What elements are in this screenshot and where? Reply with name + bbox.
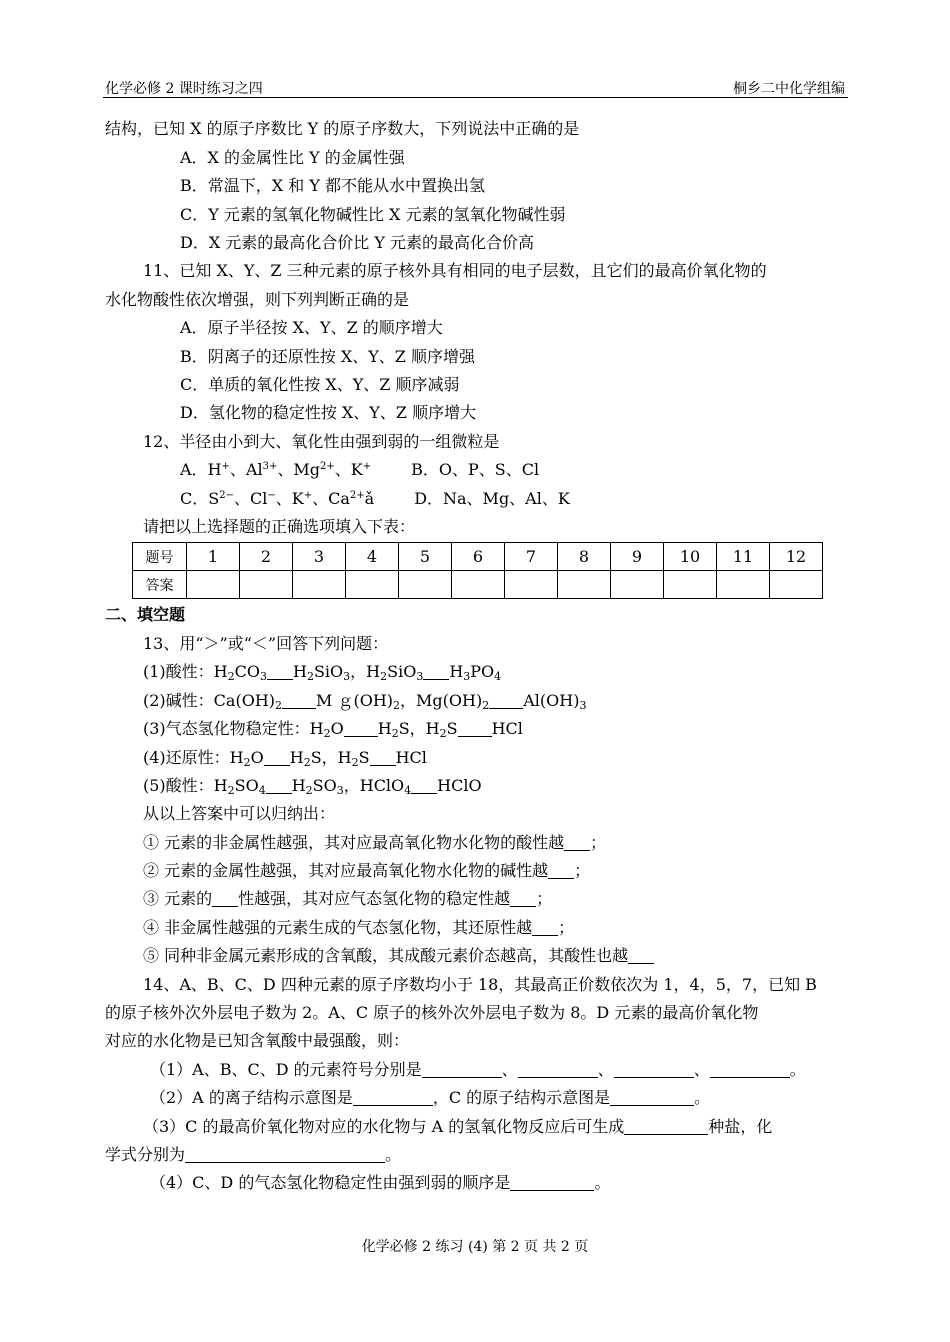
answer-blank[interactable] bbox=[610, 1089, 694, 1106]
q13-conclusion-1: ① 元素的非金属性越强，其对应最高氧化物水化物的酸性越 ； bbox=[143, 833, 607, 852]
answer-cell[interactable] bbox=[770, 571, 823, 599]
answer-blank[interactable] bbox=[489, 692, 523, 709]
q12-option-a-formula: H+、$Al^{3+}$、$Mg^{2+}$、K+ bbox=[207, 460, 372, 479]
conclusion-text: ② 元素的金属性越强，其对应最高氧化物水化物的碱性越 bbox=[143, 861, 549, 880]
answer-cell[interactable] bbox=[452, 571, 505, 599]
answer-blank[interactable] bbox=[264, 749, 290, 766]
q13-part4-label: (4)还原性： bbox=[143, 748, 230, 767]
table-number-cell: 6 bbox=[452, 543, 505, 571]
q12-options-ab bbox=[180, 459, 539, 481]
answer-blank[interactable] bbox=[267, 663, 293, 680]
q13-part1-label: (1)酸性： bbox=[143, 662, 214, 681]
table-number-cell: 1 bbox=[187, 543, 240, 571]
q12-option-a-label: A． bbox=[180, 460, 208, 479]
answer-cell[interactable] bbox=[611, 571, 664, 599]
q13-conclusion-3: ③ 元素的 性越强，其对应气态氢化物的稳定性越 ； bbox=[143, 889, 553, 908]
answer-cell[interactable] bbox=[558, 571, 611, 599]
conclusion-text: 性越强，其对应气态氢化物的稳定性越 bbox=[238, 889, 511, 908]
q14-sub2-text: ，C 的原子结构示意图是 bbox=[432, 1088, 611, 1107]
q13-summary: 从以上答案中可以归纳出： bbox=[143, 804, 336, 823]
q14-sub1-text: （1）A、B、C、D 的元素符号分别是 bbox=[150, 1060, 422, 1079]
table-number-cell: 10 bbox=[664, 543, 717, 571]
answer-blank[interactable] bbox=[628, 947, 654, 964]
answer-blank[interactable] bbox=[411, 777, 437, 794]
q13-part4: (4)还原性：$H_2O$ $H_2S$，$H_2S$ HCl bbox=[143, 748, 427, 769]
answer-blank[interactable] bbox=[370, 749, 396, 766]
q10-stem: 结构，已知 X 的原子序数比 Y 的原子序数大，下列说法中正确的是 bbox=[105, 119, 580, 138]
q12-option-c-formula: $S^{2-}$、Cl−、K+、$Ca^{2+}ǎ$ bbox=[208, 489, 375, 508]
answer-cell[interactable] bbox=[240, 571, 293, 599]
q11-option-d: D．氢化物的稳定性按 X、Y、Z 顺序增大 bbox=[180, 403, 477, 422]
q14-sub4: （4）C、D 的气态氢化物稳定性由强到弱的顺序是 。 bbox=[150, 1173, 611, 1192]
q13-conclusion-4: ④ 非金属性越强的元素生成的气态氢化物，其还原性越 ； bbox=[143, 918, 575, 937]
table-intro: 请把以上选择题的正确选项填入下表： bbox=[143, 517, 416, 536]
q13-part3-label: (3)气态氢化物稳定性： bbox=[143, 719, 310, 738]
q10-option-a: A．X 的金属性比 Y 的金属性强 bbox=[180, 148, 405, 167]
answer-blank[interactable] bbox=[185, 1146, 385, 1163]
q11-option-b: B．阴离子的还原性按 X、Y、Z 顺序增强 bbox=[180, 347, 476, 366]
header-right: 桐乡二中化学组编 bbox=[733, 81, 845, 97]
answer-blank[interactable] bbox=[282, 692, 316, 709]
q13-stem: 13、用“＞”或“＜”回答下列问题： bbox=[143, 634, 389, 653]
q13-part2: (2)碱性：$Ca(OH)_2$ M $g(OH)_2$，$Mg(OH)_2$ $Al(OH)_3$ bbox=[143, 691, 587, 712]
conclusion-text: ③ 元素的 bbox=[143, 889, 213, 908]
answer-blank[interactable] bbox=[624, 1118, 708, 1135]
answer-blank[interactable] bbox=[344, 720, 378, 737]
q12-option-b: B．O、P、S、Cl bbox=[411, 460, 540, 479]
q14-sub4-text: （4）C、D 的气态氢化物稳定性由强到弱的顺序是 bbox=[150, 1173, 511, 1192]
q14-sub1: （1）A、B、C、D 的元素符号分别是 、 、 、 。 bbox=[150, 1060, 806, 1079]
q12-option-c-label: C． bbox=[180, 489, 209, 508]
answer-blank[interactable] bbox=[548, 862, 574, 879]
answer-table bbox=[132, 542, 823, 599]
answer-table-answer-row bbox=[133, 571, 823, 599]
answer-blank[interactable] bbox=[564, 834, 590, 851]
answer-blank[interactable] bbox=[212, 890, 238, 907]
header-left: 化学必修 2 课时练习之四 bbox=[105, 81, 263, 97]
answer-blank[interactable] bbox=[518, 1061, 598, 1078]
q13-conclusion-2: ② 元素的金属性越强，其对应最高氧化物水化物的碱性越 ； bbox=[143, 861, 591, 880]
answer-cell[interactable] bbox=[664, 571, 717, 599]
q14-sub3-line2: 学式分别为 。 bbox=[105, 1145, 402, 1164]
answer-blank[interactable] bbox=[532, 919, 558, 936]
q11-stem-line2: 水化物酸性依次增强，则下列判断正确的是 bbox=[105, 290, 410, 309]
q11-option-a: A．原子半径按 X、Y、Z 的顺序增大 bbox=[180, 318, 443, 337]
table-number-cell: 3 bbox=[293, 543, 346, 571]
answer-cell[interactable] bbox=[717, 571, 770, 599]
answer-blank[interactable] bbox=[353, 1089, 433, 1106]
q14-sub3-text: （3）C 的最高价氧化物对应的水化物与 A 的氢氧化物反应后可生成 bbox=[143, 1117, 625, 1136]
answer-blank[interactable] bbox=[614, 1061, 694, 1078]
answer-blank[interactable] bbox=[266, 777, 292, 794]
answer-cell[interactable] bbox=[399, 571, 452, 599]
table-header-answer: 答案 bbox=[133, 571, 187, 599]
q14-stem-line2: 的原子核外次外层电子数为 2。A、C 原子的核外次外层电子数为 8。D 元素的最高价氧化物 bbox=[105, 1003, 759, 1022]
q12-option-d: D．Na、Mg、Al、K bbox=[414, 489, 570, 508]
q12-options-cd bbox=[180, 488, 570, 510]
answer-blank[interactable] bbox=[710, 1061, 790, 1078]
q13-part1: (1)酸性：$H_2CO_3$ $H_2SiO_3$，$H_2SiO_3$ $H_3PO_4$ bbox=[143, 662, 502, 683]
table-number-cell: 9 bbox=[611, 543, 664, 571]
answer-table-number-row bbox=[133, 543, 823, 571]
table-number-cell: 11 bbox=[717, 543, 770, 571]
q10-option-b: B．常温下，X 和 Y 都不能从水中置换出氢 bbox=[180, 176, 485, 195]
header-divider bbox=[103, 97, 848, 98]
answer-blank[interactable] bbox=[422, 1061, 502, 1078]
table-number-cell: 7 bbox=[505, 543, 558, 571]
answer-blank[interactable] bbox=[510, 890, 536, 907]
table-number-cell: 4 bbox=[346, 543, 399, 571]
q13-part3: (3)气态氢化物稳定性：$H_2O$ $H_2S$，$H_2S$ HCl bbox=[143, 719, 523, 740]
table-number-cell: 5 bbox=[399, 543, 452, 571]
answer-cell[interactable] bbox=[293, 571, 346, 599]
q10-option-d: D．X 元素的最高化合价比 Y 元素的最高化合价高 bbox=[180, 233, 535, 252]
page-footer: 化学必修 2 练习 (4) 第 2 页 共 2 页 bbox=[361, 1239, 589, 1255]
answer-cell[interactable] bbox=[187, 571, 240, 599]
q11-stem-line1: 11、已知 X、Y、Z 三种元素的原子核外具有相同的电子层数，且它们的最高价氧化物的 bbox=[143, 261, 767, 280]
q13-conclusion-5 bbox=[143, 945, 654, 967]
q14-sub2: （2）A 的离子结构示意图是 ，C 的原子结构示意图是 。 bbox=[150, 1088, 711, 1107]
table-header-number: 题号 bbox=[133, 543, 187, 571]
answer-blank[interactable] bbox=[510, 1174, 594, 1191]
q14-sub3-text: 种盐，化 bbox=[708, 1117, 773, 1136]
conclusion-text: ⑤ 同种非金属元素形成的含氧酸，其成酸元素价态越高，其酸性也越 bbox=[143, 946, 629, 965]
q13-part5: (5)酸性：$H_2SO_4$ $H_2SO_3$，HClO$_4$ HClO bbox=[143, 776, 482, 797]
q13-part5-label: (5)酸性： bbox=[143, 776, 214, 795]
q13-part2-label: (2)碱性： bbox=[143, 691, 214, 710]
table-number-cell: 12 bbox=[770, 543, 823, 571]
answer-blank[interactable] bbox=[458, 720, 492, 737]
table-number-cell: 2 bbox=[240, 543, 293, 571]
q14-sub3-text: 学式分别为 bbox=[105, 1145, 186, 1164]
q14-stem-line1: 14、A、B、C、D 四种元素的原子序数均小于 18，其最高正价数依次为 1，4，5，7，已知 B bbox=[143, 975, 817, 994]
q14-sub3-line1 bbox=[143, 1116, 772, 1138]
answer-cell[interactable] bbox=[505, 571, 558, 599]
q14-stem-line3: 对应的水化物是已知含氧酸中最强酸，则： bbox=[105, 1031, 410, 1050]
section-title: 二、填空题 bbox=[105, 605, 186, 624]
conclusion-text: ④ 非金属性越强的元素生成的气态氢化物，其还原性越 bbox=[143, 918, 533, 937]
conclusion-text: ① 元素的非金属性越强，其对应最高氧化物水化物的酸性越 bbox=[143, 833, 565, 852]
q12-stem: 12、半径由小到大、氧化性由强到弱的一组微粒是 bbox=[143, 432, 500, 451]
q14-sub2-text: （2）A 的离子结构示意图是 bbox=[150, 1088, 353, 1107]
q10-option-c: C．Y 元素的氢氧化物碱性比 X 元素的氢氧化物碱性弱 bbox=[180, 205, 566, 224]
table-number-cell: 8 bbox=[558, 543, 611, 571]
answer-cell[interactable] bbox=[346, 571, 399, 599]
q11-option-c: C．单质的氧化性按 X、Y、Z 顺序减弱 bbox=[180, 375, 460, 394]
answer-blank[interactable] bbox=[423, 663, 449, 680]
